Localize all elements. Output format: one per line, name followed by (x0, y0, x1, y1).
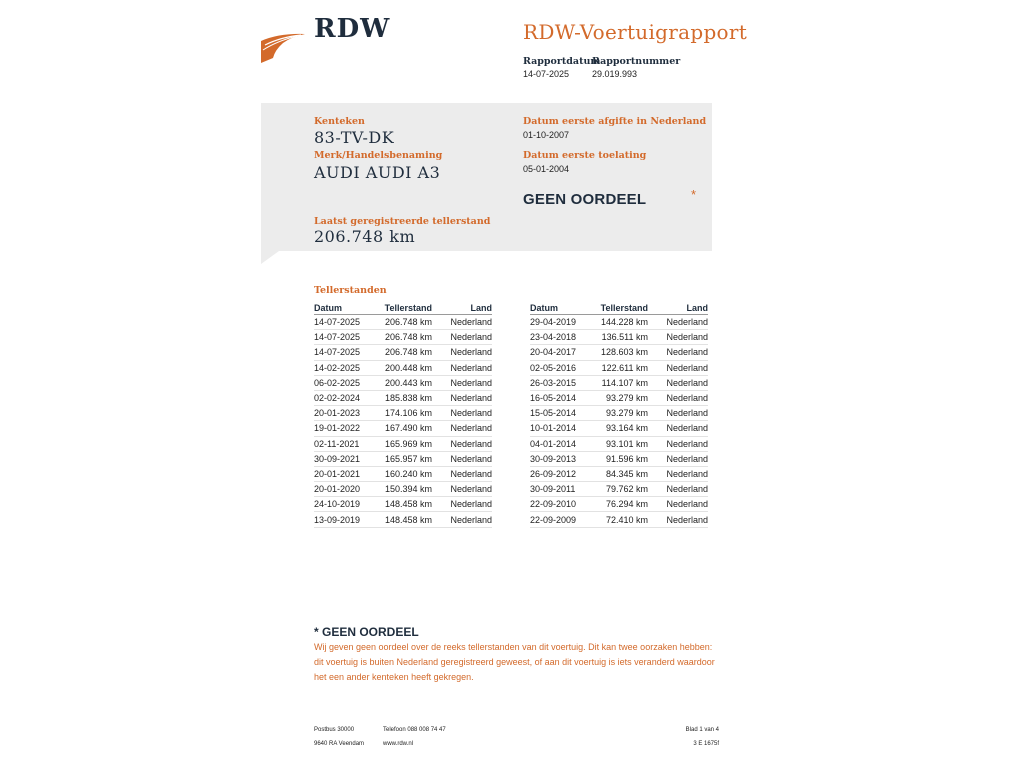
reading-land: Nederland (648, 406, 708, 421)
reading-date: 14-07-2025 (314, 345, 376, 360)
reading-date: 04-01-2014 (530, 436, 592, 451)
table-row (314, 330, 492, 345)
verdict-text: GEEN OORDEEL (523, 191, 647, 208)
readings-title: Tellerstanden (314, 285, 387, 296)
reading-date: 20-01-2023 (314, 406, 376, 421)
reading-land: Nederland (648, 345, 708, 360)
report-date-label: Rapportdatum (523, 56, 601, 67)
odometer-value: 206.748 km (314, 227, 416, 246)
reading-land: Nederland (648, 421, 708, 436)
reading-date: 26-03-2015 (530, 375, 592, 390)
table-row (314, 390, 492, 405)
reading-land: Nederland (432, 512, 492, 527)
reading-km: 167.490 km (376, 421, 432, 436)
table-row (530, 390, 708, 405)
reading-km: 93.279 km (592, 406, 648, 421)
make-label: Merk/Handelsbenaming (314, 150, 443, 161)
table-row (530, 512, 708, 527)
table-row (530, 451, 708, 466)
reading-land: Nederland (648, 512, 708, 527)
reading-land: Nederland (648, 451, 708, 466)
reading-land: Nederland (648, 390, 708, 405)
col-km-header: Tellerstand (376, 298, 432, 315)
table-row (530, 406, 708, 421)
reading-km: 93.279 km (592, 390, 648, 405)
reading-km: 93.164 km (592, 421, 648, 436)
readings-table-right (530, 298, 708, 528)
plate-label: Kenteken (314, 116, 365, 127)
reading-km: 200.448 km (376, 360, 432, 375)
report-title: RDW-Voertuigrapport (523, 20, 748, 44)
table-row (530, 497, 708, 512)
table-row (314, 497, 492, 512)
table-row (314, 360, 492, 375)
col-land-header: Land (648, 298, 708, 315)
reading-km: 150.394 km (376, 482, 432, 497)
reading-km: 144.228 km (592, 315, 648, 330)
table-row (314, 375, 492, 390)
report-number: 29.019.993 (592, 69, 638, 79)
reading-date: 13-09-2019 (314, 512, 376, 527)
reading-land: Nederland (432, 315, 492, 330)
reading-date: 06-02-2025 (314, 375, 376, 390)
table-row (314, 436, 492, 451)
reading-date: 30-09-2013 (530, 451, 592, 466)
reading-km: 136.511 km (592, 330, 648, 345)
table-row (314, 451, 492, 466)
report-date: 14-07-2025 (523, 69, 570, 79)
report-number-label: Rapportnummer (592, 56, 681, 67)
reading-land: Nederland (432, 390, 492, 405)
reading-km: 165.969 km (376, 436, 432, 451)
panel-tail (261, 251, 279, 264)
table-row (530, 360, 708, 375)
reading-land: Nederland (432, 436, 492, 451)
footer-telefoon: Telefoon 088 008 74 47 (383, 727, 446, 733)
footer-code: 3 E 1675f (693, 741, 719, 747)
col-date-header: Datum (530, 298, 592, 315)
reading-km: 76.294 km (592, 497, 648, 512)
reading-km: 148.458 km (376, 497, 432, 512)
reading-km: 128.603 km (592, 345, 648, 360)
footnote-text: Wij geven geen oordeel over de reeks tellerstanden van dit voertuig. Dit kan twee oorzaken hebben: dit voertuig is buiten Nederland geregistreerd geweest, of aan dit voertuig is iets veranderd waardoor het een ander kenteken heeft gekregen. (314, 642, 715, 682)
footer-postbus: Postbus 30000 (314, 727, 355, 733)
table-row (530, 315, 708, 330)
reading-date: 02-02-2024 (314, 390, 376, 405)
reading-km: 114.107 km (592, 375, 648, 390)
reading-date: 24-10-2019 (314, 497, 376, 512)
reading-date: 30-09-2021 (314, 451, 376, 466)
table-row (530, 421, 708, 436)
reading-land: Nederland (432, 497, 492, 512)
first-admission-label: Datum eerste toelating (523, 150, 647, 161)
reading-date: 20-01-2020 (314, 482, 376, 497)
reading-date: 20-04-2017 (530, 345, 592, 360)
reading-land: Nederland (432, 406, 492, 421)
table-row (530, 436, 708, 451)
reading-km: 72.410 km (592, 512, 648, 527)
reading-km: 206.748 km (376, 315, 432, 330)
plate-number: 83-TV-DK (314, 128, 395, 147)
verdict-asterisk: * (691, 187, 697, 202)
odometer-label: Laatst geregistreerde tellerstand (314, 216, 491, 227)
footer-website[interactable]: www.rdw.nl (383, 741, 414, 747)
table-row (530, 330, 708, 345)
table-row (314, 406, 492, 421)
reading-date: 14-07-2025 (314, 330, 376, 345)
first-issue-date: 01-10-2007 (523, 130, 570, 140)
reading-km: 148.458 km (376, 512, 432, 527)
table-row (530, 482, 708, 497)
table-row (314, 315, 492, 330)
table-row (530, 375, 708, 390)
reading-km: 174.106 km (376, 406, 432, 421)
reading-km: 206.748 km (376, 330, 432, 345)
reading-land: Nederland (648, 497, 708, 512)
reading-land: Nederland (648, 375, 708, 390)
reading-date: 22-09-2009 (530, 512, 592, 527)
reading-date: 19-01-2022 (314, 421, 376, 436)
reading-km: 122.611 km (592, 360, 648, 375)
reading-land: Nederland (432, 466, 492, 481)
reading-land: Nederland (648, 436, 708, 451)
make-value: AUDI AUDI A3 (314, 163, 441, 182)
reading-land: Nederland (432, 330, 492, 345)
reading-km: 79.762 km (592, 482, 648, 497)
reading-date: 14-07-2025 (314, 315, 376, 330)
reading-date: 15-05-2014 (530, 406, 592, 421)
reading-land: Nederland (432, 375, 492, 390)
reading-land: Nederland (432, 421, 492, 436)
footer-page: Blad 1 van 4 (685, 727, 719, 733)
reading-land: Nederland (648, 466, 708, 481)
brand-name: RDW (314, 14, 391, 44)
col-km-header: Tellerstand (592, 298, 648, 315)
table-row (314, 466, 492, 481)
table-row (314, 482, 492, 497)
footer-postcode: 9640 RA Veendam (314, 741, 365, 747)
col-land-header: Land (432, 298, 492, 315)
first-issue-label: Datum eerste afgifte in Nederland (523, 116, 707, 127)
reading-date: 02-11-2021 (314, 436, 376, 451)
reading-date: 10-01-2014 (530, 421, 592, 436)
reading-date: 26-09-2012 (530, 466, 592, 481)
table-row (530, 345, 708, 360)
reading-km: 84.345 km (592, 466, 648, 481)
reading-km: 160.240 km (376, 466, 432, 481)
reading-date: 23-04-2018 (530, 330, 592, 345)
table-row (314, 512, 492, 527)
table-row (530, 466, 708, 481)
reading-land: Nederland (648, 315, 708, 330)
reading-land: Nederland (432, 360, 492, 375)
reading-km: 93.101 km (592, 436, 648, 451)
reading-date: 20-01-2021 (314, 466, 376, 481)
reading-land: Nederland (432, 451, 492, 466)
footnote-title: * GEEN OORDEEL (314, 625, 419, 639)
reading-land: Nederland (648, 482, 708, 497)
reading-land: Nederland (432, 345, 492, 360)
reading-date: 22-09-2010 (530, 497, 592, 512)
reading-date: 29-04-2019 (530, 315, 592, 330)
reading-date: 02-05-2016 (530, 360, 592, 375)
rdw-logo-icon (261, 31, 305, 63)
reading-date: 16-05-2014 (530, 390, 592, 405)
reading-land: Nederland (432, 482, 492, 497)
readings-table-left (314, 298, 492, 528)
reading-km: 165.957 km (376, 451, 432, 466)
reading-km: 200.443 km (376, 375, 432, 390)
reading-km: 91.596 km (592, 451, 648, 466)
table-row (314, 421, 492, 436)
reading-date: 14-02-2025 (314, 360, 376, 375)
first-admission-date: 05-01-2004 (523, 164, 570, 174)
reading-land: Nederland (648, 360, 708, 375)
reading-km: 185.838 km (376, 390, 432, 405)
col-date-header: Datum (314, 298, 376, 315)
table-row (314, 345, 492, 360)
reading-land: Nederland (648, 330, 708, 345)
reading-date: 30-09-2011 (530, 482, 592, 497)
reading-km: 206.748 km (376, 345, 432, 360)
